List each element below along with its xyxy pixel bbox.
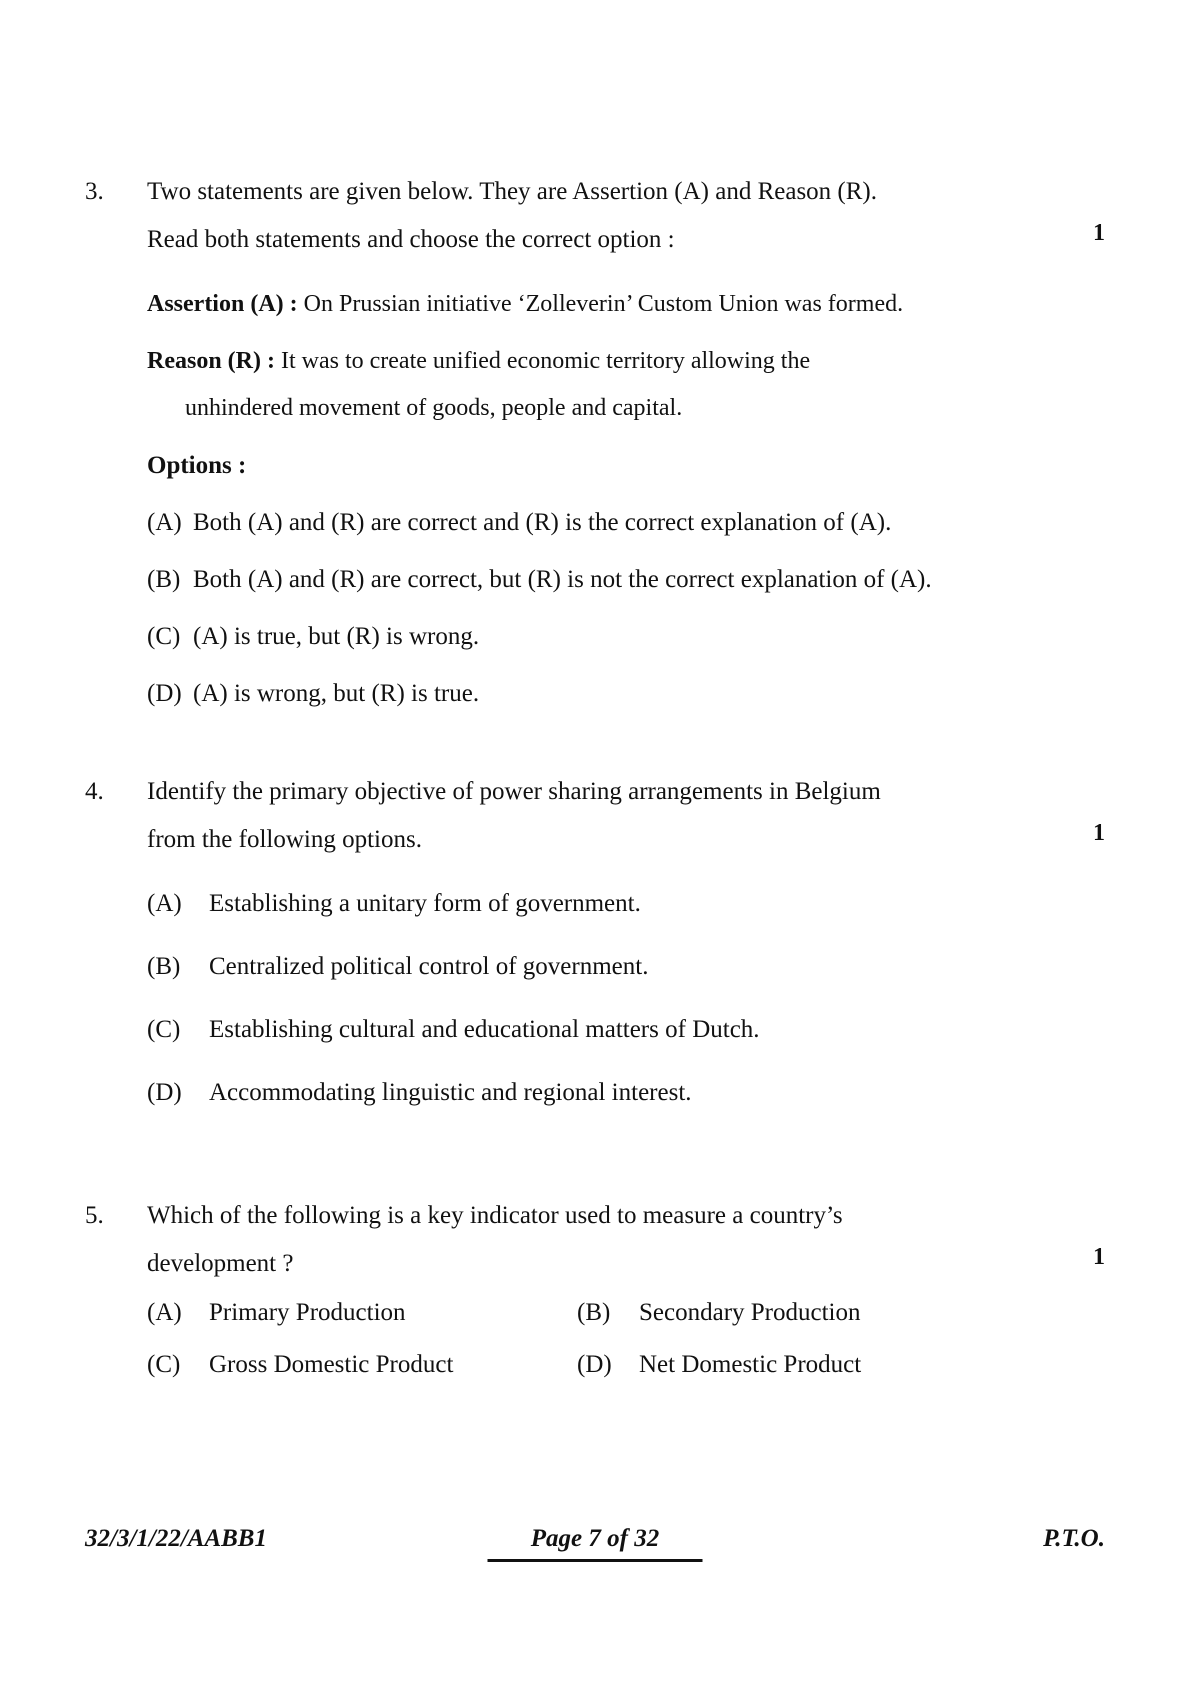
option-label: Primary Production bbox=[209, 1299, 406, 1326]
question-3-marks: 1 bbox=[1093, 220, 1105, 246]
question-block-5 bbox=[85, 1192, 1105, 1388]
option-label: Accommodating linguistic and regional interest. bbox=[209, 1079, 692, 1106]
reason-row bbox=[147, 338, 1105, 385]
footer-page-number: Page 7 of 32 bbox=[530, 1525, 660, 1552]
option-tag: (A) bbox=[147, 1299, 182, 1326]
reason-text-line-2: unhindered movement of goods, people and capital. bbox=[185, 395, 683, 421]
question-3-option-b[interactable] bbox=[147, 556, 1105, 603]
question-5-option-a[interactable] bbox=[147, 1290, 406, 1336]
question-5-stem bbox=[85, 1192, 1105, 1288]
question-3-number: 3. bbox=[85, 178, 104, 205]
question-4-option-d[interactable] bbox=[147, 1069, 1105, 1116]
option-label: Both (A) and (R) are correct and (R) is the correct explanation of (A). bbox=[193, 509, 892, 536]
question-4-stem-line-2: from the following options. bbox=[147, 826, 422, 853]
option-tag: (A) bbox=[147, 509, 182, 536]
option-label: Secondary Production bbox=[639, 1299, 861, 1326]
assertion-row bbox=[147, 281, 1105, 328]
question-5-option-c[interactable] bbox=[147, 1342, 453, 1388]
question-4-marks: 1 bbox=[1093, 820, 1105, 846]
option-tag: (D) bbox=[147, 680, 182, 707]
question-5-marks: 1 bbox=[1093, 1244, 1105, 1270]
question-3-option-d[interactable] bbox=[147, 670, 1105, 717]
footer-page-number-wrap bbox=[488, 1525, 703, 1562]
reason-text-line-1: It was to create unified economic territory allowing the bbox=[280, 348, 811, 374]
option-tag: (D) bbox=[577, 1351, 612, 1378]
option-tag: (A) bbox=[147, 890, 182, 917]
question-5-option-d[interactable] bbox=[577, 1342, 861, 1388]
option-label: (A) is wrong, but (R) is true. bbox=[193, 680, 480, 707]
question-3-stem-line-2: Read both statements and choose the correct option : bbox=[147, 226, 675, 253]
option-label: Net Domestic Product bbox=[639, 1351, 862, 1378]
option-tag: (B) bbox=[147, 566, 181, 593]
footer-paper-code: 32/3/1/22/AABB1 bbox=[85, 1525, 267, 1552]
question-3-stem bbox=[85, 168, 1105, 264]
question-4-stem bbox=[85, 768, 1105, 864]
question-5-stem-line-2: development ? bbox=[147, 1250, 294, 1277]
option-tag: (B) bbox=[577, 1299, 611, 1326]
option-tag: (C) bbox=[147, 1016, 181, 1043]
question-3-option-a[interactable] bbox=[147, 499, 1105, 546]
question-3-option-c[interactable] bbox=[147, 613, 1105, 660]
option-label: Establishing a unitary form of government. bbox=[209, 890, 641, 917]
options-heading: Options : bbox=[147, 452, 247, 479]
question-5-number: 5. bbox=[85, 1202, 104, 1229]
footer-pto: P.T.O. bbox=[1043, 1525, 1105, 1552]
question-block-4 bbox=[85, 768, 1105, 1116]
option-tag: (C) bbox=[147, 623, 181, 650]
question-4-option-c[interactable] bbox=[147, 1006, 1105, 1053]
question-4-stem-line-1: Identify the primary objective of power sharing arrangements in Belgium bbox=[147, 778, 881, 805]
page-footer bbox=[85, 1525, 1105, 1571]
option-label: Establishing cultural and educational matters of Dutch. bbox=[209, 1016, 760, 1043]
option-label: Gross Domestic Product bbox=[209, 1351, 454, 1378]
option-label: (A) is true, but (R) is wrong. bbox=[193, 623, 480, 650]
question-5-options-row-2 bbox=[147, 1342, 1105, 1388]
option-label: Both (A) and (R) are correct, but (R) is not the correct explanation of (A). bbox=[193, 566, 932, 593]
question-3-stem-line-1: Two statements are given below. They are Assertion (A) and Reason (R). bbox=[147, 178, 877, 205]
question-5-stem-line-1: Which of the following is a key indicator used to measure a country’s bbox=[147, 1202, 843, 1229]
option-tag: (B) bbox=[147, 953, 181, 980]
option-label: Centralized political control of government. bbox=[209, 953, 649, 980]
reason-label: Reason (R) : bbox=[147, 348, 275, 374]
question-4-number: 4. bbox=[85, 778, 104, 805]
footer-rule bbox=[488, 1559, 703, 1562]
question-5-option-b[interactable] bbox=[577, 1290, 860, 1336]
option-tag: (C) bbox=[147, 1351, 181, 1378]
option-tag: (D) bbox=[147, 1079, 182, 1106]
question-block-3 bbox=[85, 168, 1105, 717]
question-5-options-row-1 bbox=[147, 1290, 1105, 1336]
question-4-option-a[interactable] bbox=[147, 880, 1105, 927]
assertion-label: Assertion (A) : bbox=[147, 291, 298, 317]
question-4-option-b[interactable] bbox=[147, 943, 1105, 990]
assertion-text: On Prussian initiative ‘Zolleverin’ Custom Union was formed. bbox=[303, 291, 904, 317]
